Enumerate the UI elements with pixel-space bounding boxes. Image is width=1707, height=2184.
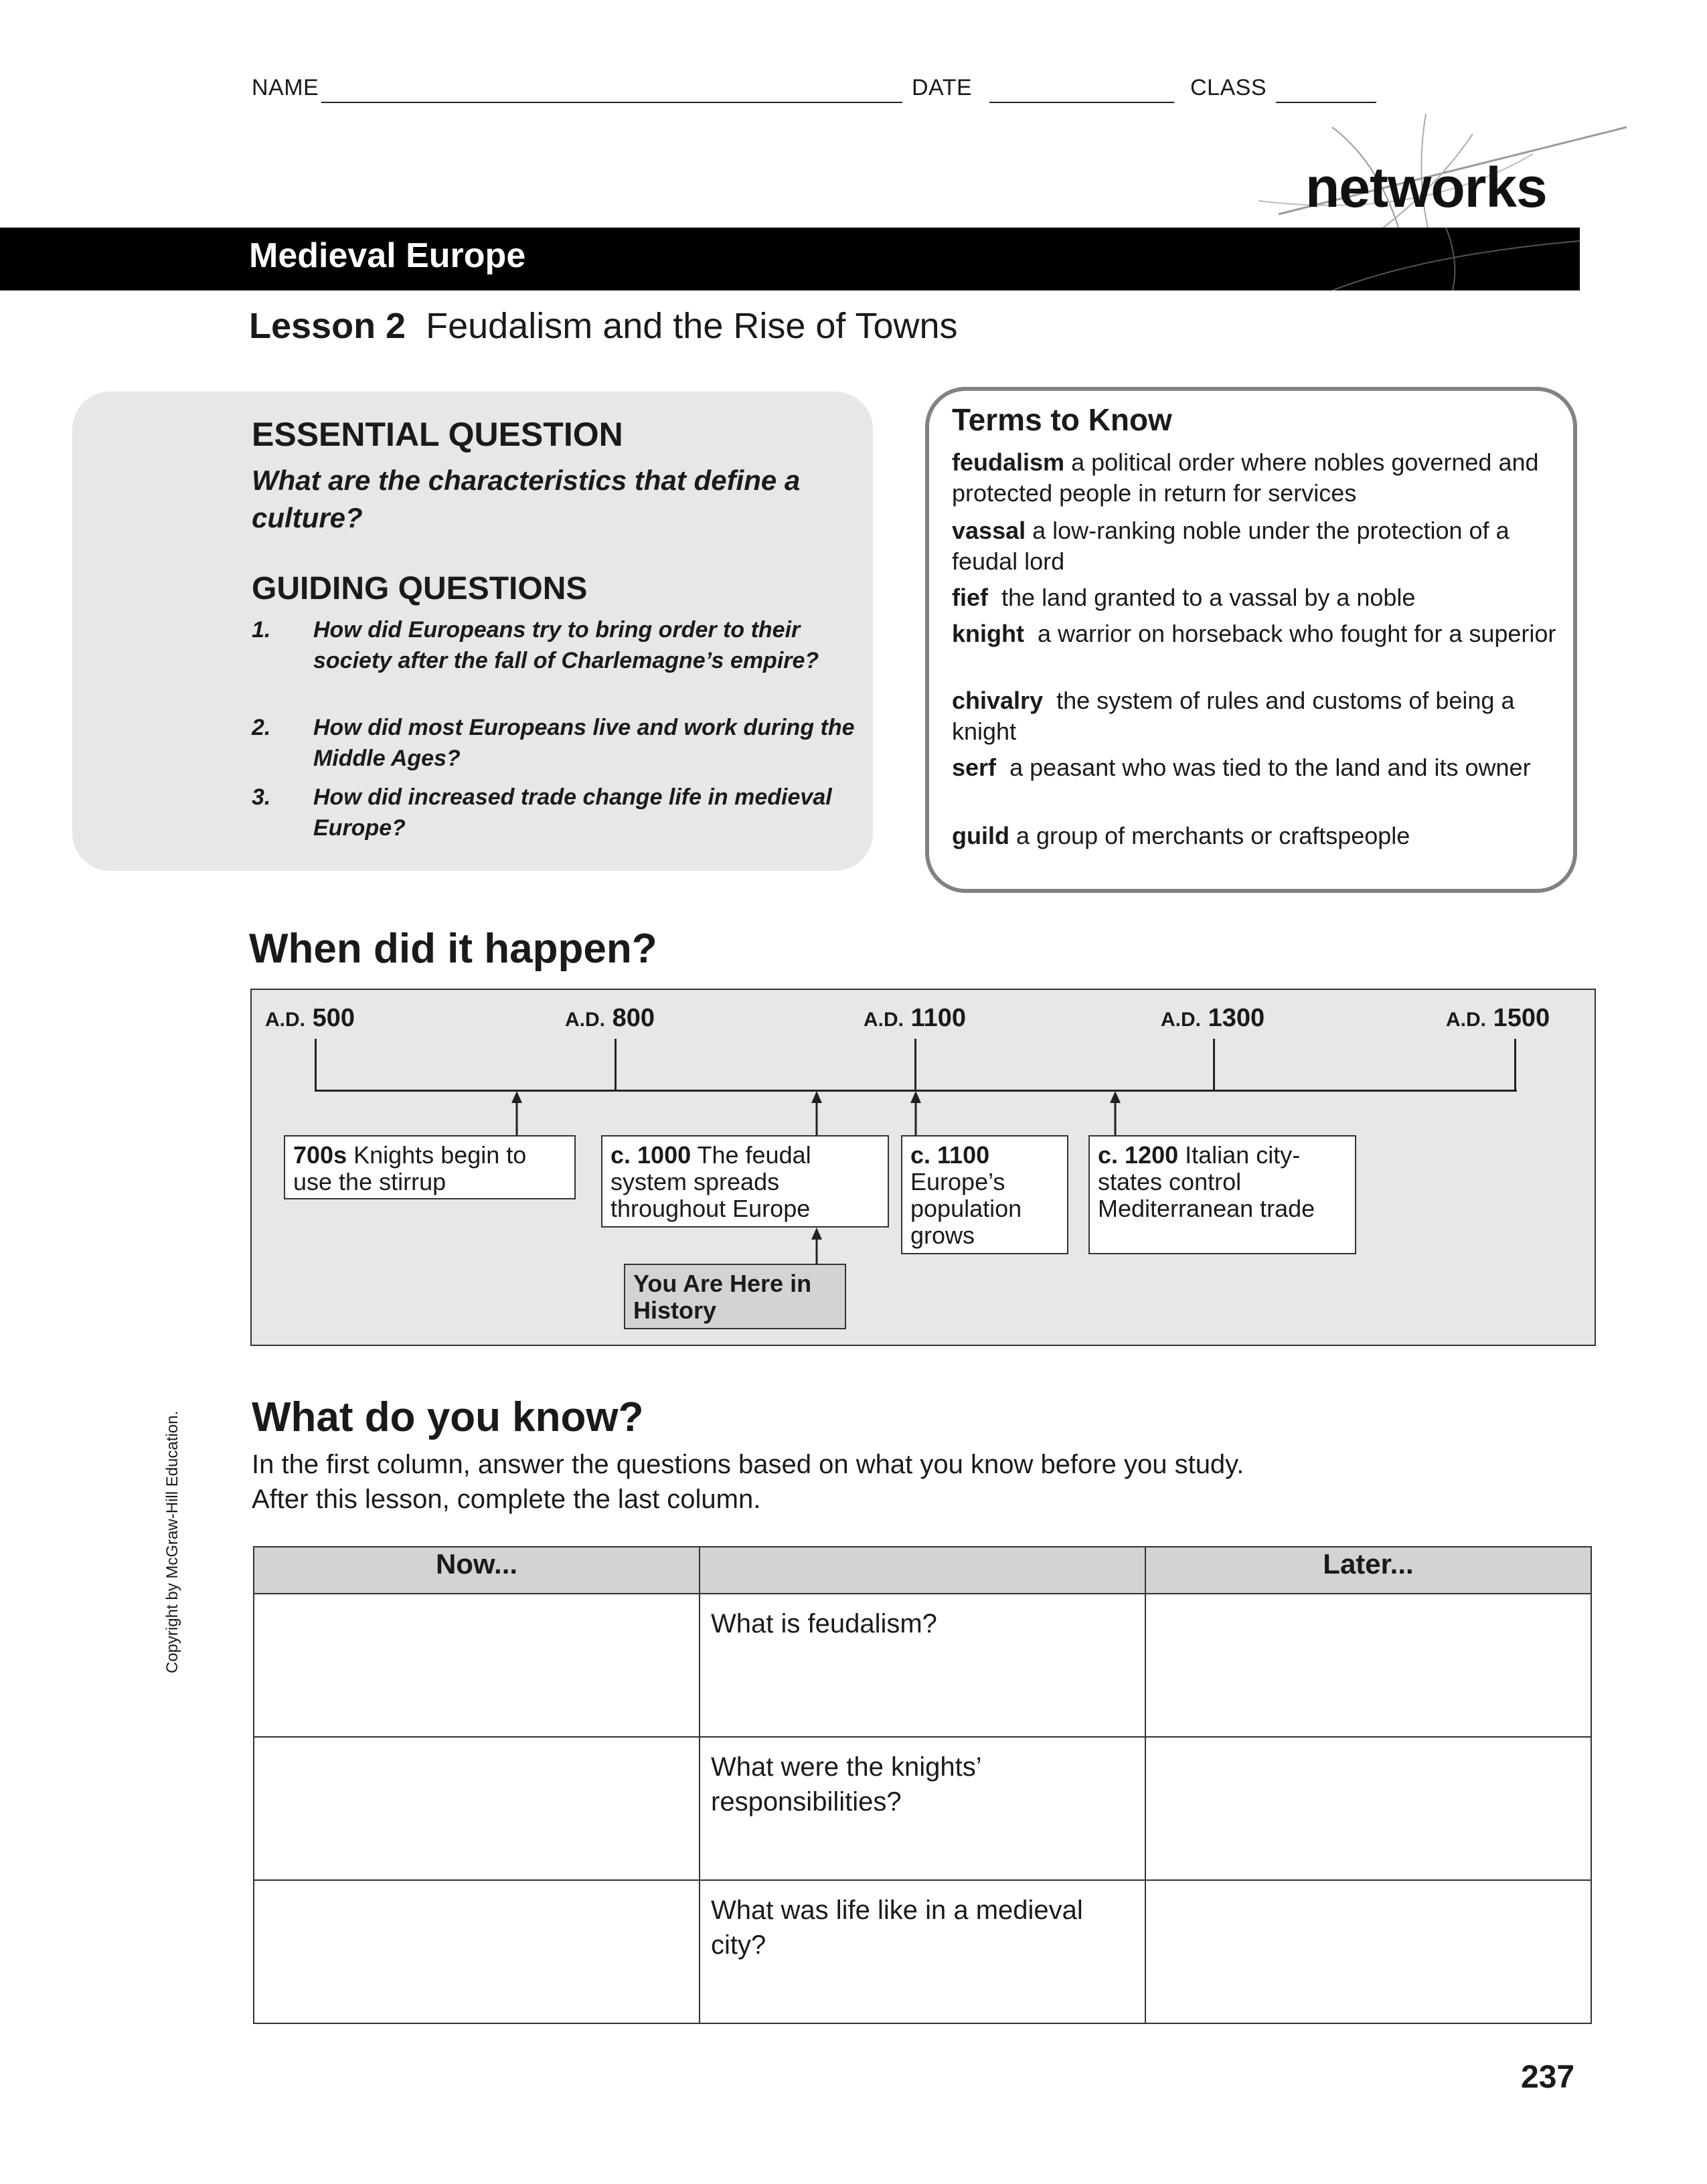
term-definition: the system of rules and customs of being a knight (952, 687, 1515, 745)
lesson-number: Lesson 2 (249, 306, 406, 346)
event-text: Europe’s population grows (910, 1168, 1022, 1249)
class-label: CLASS (1190, 75, 1267, 100)
arrow-up-icon (809, 1090, 835, 1137)
timeline-year-label (1161, 1004, 1265, 1033)
now-answer-cell[interactable] (254, 1594, 700, 1737)
networks-logo: networks (1305, 156, 1547, 219)
term-definition: a peasant who was tied to the land and its owner (1009, 754, 1531, 781)
term-definition: the land granted to a vassal by a noble (1001, 584, 1416, 611)
era-label: A.D. (1161, 1009, 1201, 1031)
timeline-heading: When did it happen? (249, 926, 657, 972)
term-entry (952, 515, 1568, 577)
guiding-question-number: 1. (252, 617, 271, 643)
year-value: 1300 (1208, 1004, 1265, 1032)
banner-swoosh-icon (1325, 228, 1580, 290)
term-entry (952, 447, 1568, 509)
timeline-event (1088, 1135, 1356, 1254)
date-field[interactable] (989, 102, 1174, 103)
timeline-event (601, 1135, 889, 1228)
class-field[interactable] (1276, 102, 1376, 103)
term-word: serf (952, 754, 997, 781)
era-label: A.D. (565, 1009, 605, 1031)
guiding-question-text: How did Europeans try to bring order to their society after the fall of Charlemagne’s empire? (313, 617, 819, 673)
event-text: Italian city-states control Mediterranean trade (1098, 1141, 1315, 1222)
term-definition: a group of merchants or craftspeople (1016, 822, 1410, 849)
era-label: A.D. (265, 1009, 305, 1031)
arrow-up-icon (1107, 1090, 1134, 1137)
arrow-up-icon (509, 1090, 536, 1137)
later-answer-cell[interactable] (1145, 1737, 1591, 1880)
year-value: 1100 (910, 1004, 967, 1032)
arrow-up-icon (908, 1090, 934, 1137)
now-answer-cell[interactable] (254, 1880, 700, 2023)
guiding-question-number: 3. (252, 784, 271, 810)
table-header-row (254, 1547, 1591, 1594)
timeline-tick (315, 1039, 317, 1091)
know-instructions (252, 1447, 1457, 1517)
term-entry (952, 618, 1568, 649)
guiding-question-text: How did increased trade change life in medieval Europe? (313, 784, 832, 841)
copyright-notice: Copyright by McGraw-Hill Education. (163, 1410, 181, 1673)
term-entry (952, 821, 1568, 851)
term-word: chivalry (952, 687, 1044, 714)
timeline-year-label (1446, 1004, 1550, 1033)
timeline-event (901, 1135, 1068, 1254)
event-date: c. 1100 (910, 1141, 990, 1169)
name-label: NAME (252, 75, 319, 100)
event-date: c. 1000 (611, 1141, 692, 1169)
event-date: c. 1200 (1098, 1141, 1179, 1169)
timeline-tick (1213, 1039, 1215, 1091)
term-definition: a political order where nobles governed and protected people in return for services (952, 448, 1539, 507)
guiding-questions-heading: GUIDING QUESTIONS (252, 571, 588, 606)
essential-question-heading: ESSENTIAL QUESTION (252, 416, 623, 453)
table-row (254, 1594, 1591, 1737)
timeline-tick (615, 1039, 617, 1091)
term-word: fief (952, 584, 988, 611)
timeline-year-label (864, 1004, 966, 1033)
later-answer-cell[interactable] (1145, 1594, 1591, 1737)
term-entry (952, 582, 1568, 613)
term-word: knight (952, 620, 1024, 647)
timeline-tick (914, 1039, 916, 1091)
column-header-now: Now... (254, 1547, 700, 1594)
year-value: 800 (612, 1004, 655, 1032)
term-entry (952, 685, 1568, 747)
page-number: 237 (1521, 2060, 1575, 2095)
guiding-question (252, 782, 854, 843)
now-answer-cell[interactable] (254, 1737, 700, 1880)
know-heading: What do you know? (252, 1394, 644, 1440)
table-row (254, 1737, 1591, 1880)
timeline-event (284, 1135, 576, 1199)
term-word: feudalism (952, 448, 1065, 476)
lesson-name: Feudalism and the Rise of Towns (426, 306, 958, 346)
copyright-wrap (163, 1399, 186, 1673)
column-header-question (700, 1547, 1145, 1594)
date-label: DATE (912, 75, 973, 100)
timeline-year-label (265, 1004, 355, 1033)
later-answer-cell[interactable] (1145, 1880, 1591, 2023)
question-cell: What was life like in a medieval city? (700, 1880, 1145, 2023)
year-value: 500 (312, 1004, 355, 1032)
term-entry (952, 752, 1568, 783)
guiding-question-number: 2. (252, 715, 271, 740)
timeline-tick (1514, 1039, 1516, 1091)
instruction-line: In the first column, answer the questions based on what you know before you study. (252, 1450, 1244, 1479)
era-label: A.D. (1446, 1009, 1486, 1031)
chapter-title: Medieval Europe (249, 236, 526, 275)
era-label: A.D. (864, 1009, 904, 1031)
arrow-up-icon (809, 1226, 835, 1266)
know-table (253, 1546, 1592, 2024)
name-field[interactable] (321, 102, 902, 103)
event-text: Knights begin to use the stirrup (293, 1141, 527, 1195)
event-text: The feudal system spreads throughout Europe (611, 1141, 811, 1222)
timeline-year-label (565, 1004, 655, 1033)
question-cell: What were the knights’ responsibilities? (700, 1737, 1145, 1880)
guiding-question (252, 614, 854, 676)
guiding-question-text: How did most Europeans live and work during the Middle Ages? (313, 715, 855, 771)
term-definition: a low-ranking noble under the protection of a feudal lord (952, 517, 1510, 575)
guiding-question (252, 712, 854, 774)
table-row (254, 1880, 1591, 2023)
instruction-line: After this lesson, complete the last column. (252, 1485, 761, 1514)
column-header-later: Later... (1145, 1547, 1591, 1594)
terms-heading: Terms to Know (952, 402, 1172, 437)
lesson-title (249, 305, 958, 347)
event-date: 700s (293, 1141, 347, 1169)
essential-question: What are the characteristics that define a culture? (252, 465, 801, 533)
question-cell: What is feudalism? (700, 1594, 1145, 1737)
term-word: guild (952, 822, 1009, 849)
term-definition: a warrior on horseback who fought for a superior (1038, 620, 1556, 647)
year-value: 1500 (1493, 1004, 1550, 1032)
term-word: vassal (952, 517, 1026, 544)
you-are-here-marker: You Are Here in History (624, 1264, 846, 1329)
